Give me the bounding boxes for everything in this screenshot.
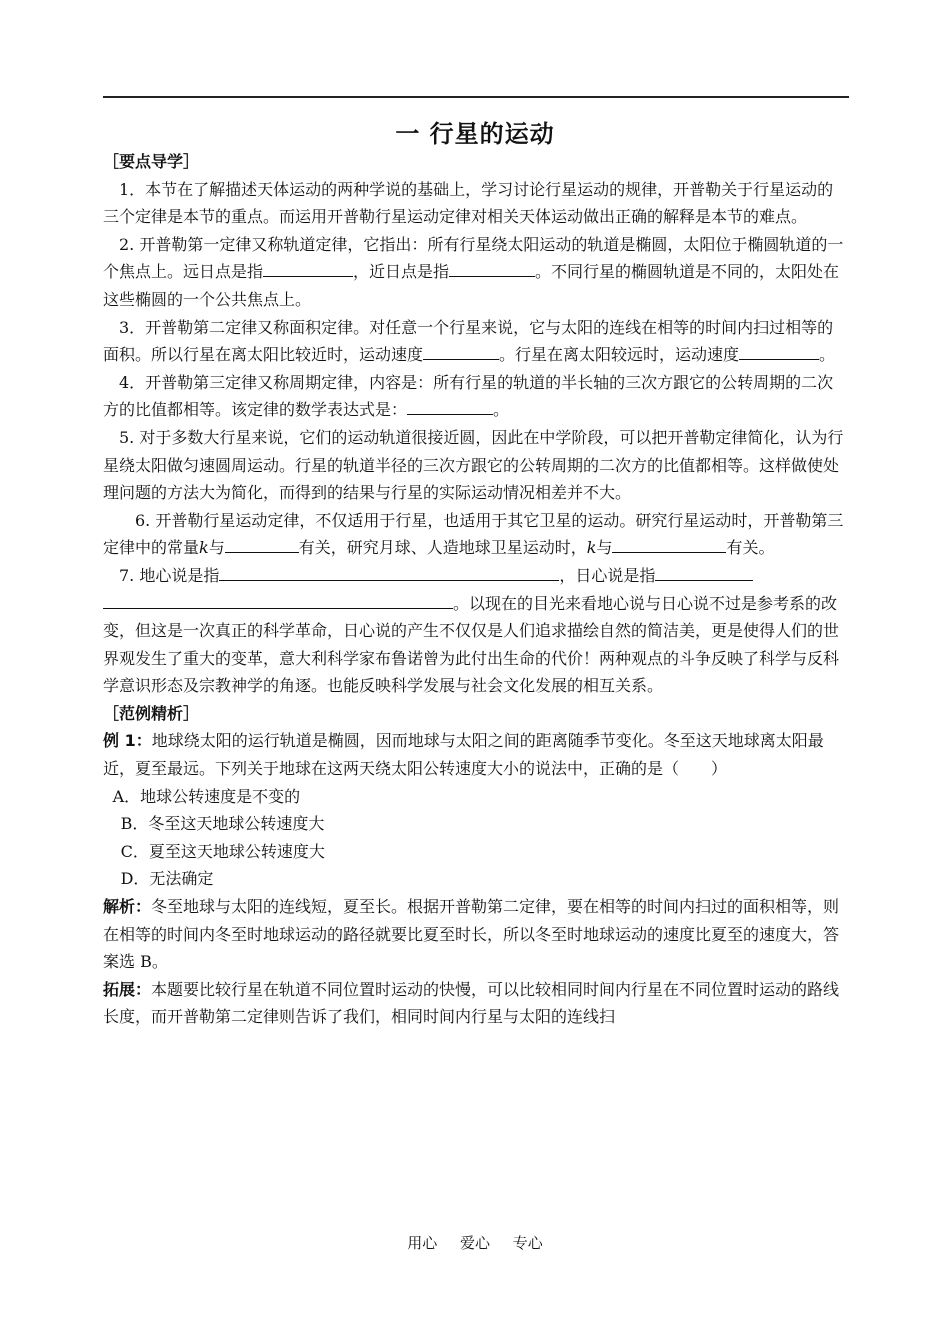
paragraph-6: 6. 开普勒行星运动定律，不仅适用于行星，也适用于其它卫星的运动。研究行星运动时，开普勒第三定律中的常量k与 有关，研究月球、人造地球卫星运动时，k与 有关。 [103, 510, 844, 558]
fill-blank[interactable] [449, 261, 535, 277]
fill-blank[interactable] [739, 344, 819, 360]
page-footer: 用心 爱心 专心 [407, 1234, 543, 1252]
fill-blank[interactable] [423, 344, 499, 360]
paragraph-5: 5. 对于多数大行星来说，它们的运动轨道很接近圆，因此在中学阶段，可以把开普勒定律简化，认为行星绕太阳做匀速圆周运动。行星的轨道半径的三次方跟它的公转周期的二次方的比值都相等。这样做使处理问题的方法大为简化，而得到的结果与行星的实际运动情况相差并不大。 [103, 427, 844, 503]
fill-blank[interactable] [407, 399, 493, 415]
section-heading-key-points: ［要点导学］ [103, 152, 200, 171]
fill-blank[interactable] [612, 537, 726, 553]
paragraph-1: 1．本节在了解描述天体运动的两种学说的基础上，学习讨论行星运动的规律，开普勒关于行星运动的三个定律是本节的重点。而运用开普勒行星运动定律对相关天体运动做出正确的解释是本节的难点。 [103, 179, 834, 227]
header-rule [103, 96, 849, 98]
paragraph-3: 3．开普勒第二定律又称面积定律。对任意一个行星来说，它与太阳的连线在相等的时间内扫过相等的面积。所以行星在离太阳比较近时，运动速度 。行星在离太阳较远时，运动速度 。 [103, 317, 836, 365]
paragraph-4: 4．开普勒第三定律又称周期定律，内容是：所有行星的轨道的半长轴的三次方跟它的公转周期的二次方的比值都相等。该定律的数学表达式是： 。 [103, 372, 834, 420]
option-a: A．地球公转速度是不变的 [112, 786, 301, 806]
section-heading-examples: ［范例精析］ [103, 703, 200, 723]
analysis: 解析：冬至地球与太阳的连线短，夏至长。根据开普勒第二定律，要在相等的时间内扫过的面积相等，则在相等的时间内冬至时地球运动的路径就要比夏至时长，所以冬至时地球运动的速度比夏至的速度大，答案选 B。 [103, 897, 840, 972]
fill-blank[interactable] [655, 565, 753, 581]
fill-blank[interactable] [103, 593, 453, 609]
paragraph-2: 2. 开普勒第一定律又称轨道定律，它指出：所有行星绕太阳运动的轨道是椭圆，太阳位于椭圆轨道的一个焦点上。远日点是指 ，近日点是指 。不同行星的椭圆轨道是不同的，太阳处在这些椭圆的一个公共焦点上。 [103, 234, 844, 309]
fill-blank[interactable] [263, 261, 353, 277]
example-1: 例 1：地球绕太阳的运行轨道是椭圆，因而地球与太阳之间的距离随季节变化。冬至这天地球离太阳最近，夏至最远。下列关于地球在这两天绕太阳公转速度大小的说法中，正确的是（ ） [103, 731, 824, 779]
option-d: D．无法确定 [120, 869, 214, 889]
option-c: C．夏至这天地球公转速度大 [120, 841, 325, 861]
document-body [103, 148, 849, 1031]
option-b: B．冬至这天地球公转速度大 [120, 814, 325, 834]
extension: 拓展：本题要比较行星在轨道不同位置时运动的快慢，可以比较相同时间内行星在不同位置时运动的路线长度，而开普勒第二定律则告诉了我们，相同时间内行星与太阳的连线扫 [103, 979, 840, 1027]
page-title: 一 行星的运动 [395, 120, 555, 148]
fill-blank[interactable] [225, 537, 299, 553]
paragraph-7: 7. 地心说是指 ，日心说是指。以现在的目光来看地心说与日心说不过是参考系的改变，但这是一次真正的科学革命，日心说的产生不仅仅是人们追求描绘自然的简洁美，更是使得人们的世界观发生了重大的变革，意大利科学家布鲁诺曾为此付出生命的代价！两种观点的斗争反映了科学与反科学意识形态及宗教神学的角逐。也能反映科学发展与社会文化发展的相互关系。 [103, 565, 840, 696]
fill-blank[interactable] [219, 565, 559, 581]
